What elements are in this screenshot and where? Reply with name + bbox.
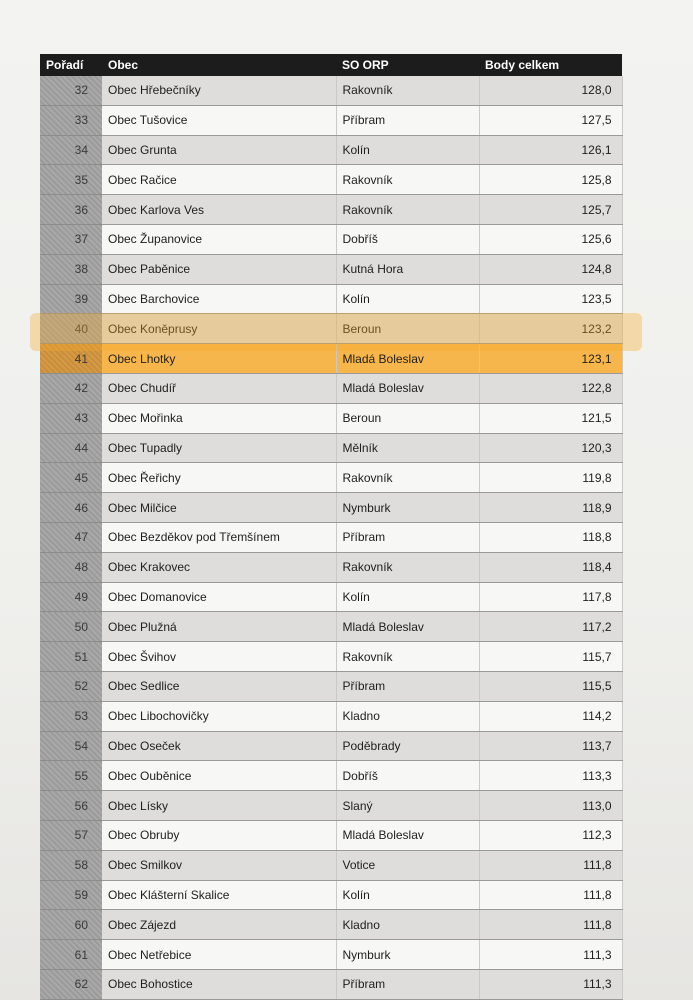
orp-cell: Votice [336, 850, 479, 880]
rank-cell: 42 [40, 373, 102, 403]
orp-cell: Nymburk [336, 940, 479, 970]
municipality-cell: Obec Zájezd [102, 910, 336, 940]
header-orp: SO ORP [336, 54, 479, 76]
rank-cell: 40 [40, 314, 102, 344]
table-row [40, 135, 622, 165]
orp-cell: Poděbrady [336, 731, 479, 761]
points-cell: 111,3 [479, 969, 622, 999]
header-municipality: Obec [102, 54, 336, 76]
orp-cell: Rakovník [336, 165, 479, 195]
table-row [40, 552, 622, 582]
orp-cell: Kolín [336, 135, 479, 165]
municipality-cell: Obec Oseček [102, 731, 336, 761]
rank-cell: 37 [40, 224, 102, 254]
orp-cell: Mladá Boleslav [336, 373, 479, 403]
table-row [40, 761, 622, 791]
rank-cell: 54 [40, 731, 102, 761]
table-row [40, 910, 622, 940]
municipality-cell: Obec Netřebice [102, 940, 336, 970]
table-row [40, 105, 622, 135]
municipality-cell: Obec Bohostice [102, 969, 336, 999]
ranking-table [40, 54, 623, 1000]
orp-cell: Rakovník [336, 552, 479, 582]
table-row [40, 820, 622, 850]
rank-cell: 36 [40, 195, 102, 225]
table-row [40, 493, 622, 523]
municipality-cell: Obec Řeřichy [102, 463, 336, 493]
table-row [40, 344, 622, 374]
orp-cell: Kolín [336, 880, 479, 910]
rank-cell: 39 [40, 284, 102, 314]
points-cell: 113,7 [479, 731, 622, 761]
orp-cell: Rakovník [336, 76, 479, 105]
points-cell: 111,8 [479, 850, 622, 880]
table-row [40, 850, 622, 880]
orp-cell: Rakovník [336, 642, 479, 672]
rank-cell: 38 [40, 254, 102, 284]
municipality-cell: Obec Županovice [102, 224, 336, 254]
rank-cell: 48 [40, 552, 102, 582]
municipality-cell: Obec Plužná [102, 612, 336, 642]
orp-cell: Mladá Boleslav [336, 820, 479, 850]
table-row [40, 463, 622, 493]
orp-cell: Příbram [336, 522, 479, 552]
orp-cell: Mladá Boleslav [336, 344, 479, 374]
rank-cell: 49 [40, 582, 102, 612]
table-row [40, 671, 622, 701]
orp-cell: Dobříš [336, 224, 479, 254]
orp-cell: Dobříš [336, 761, 479, 791]
rank-cell: 45 [40, 463, 102, 493]
rank-cell: 58 [40, 850, 102, 880]
rank-cell: 34 [40, 135, 102, 165]
rank-cell: 51 [40, 642, 102, 672]
rank-cell: 44 [40, 433, 102, 463]
rank-cell: 41 [40, 344, 102, 374]
points-cell: 115,7 [479, 642, 622, 672]
table-row [40, 403, 622, 433]
points-cell: 123,1 [479, 344, 622, 374]
rank-cell: 43 [40, 403, 102, 433]
table-row [40, 969, 622, 999]
municipality-cell: Obec Lhotky [102, 344, 336, 374]
municipality-cell: Obec Domanovice [102, 582, 336, 612]
rank-cell: 33 [40, 105, 102, 135]
municipality-cell: Obec Libochovičky [102, 701, 336, 731]
municipality-cell: Obec Karlova Ves [102, 195, 336, 225]
table-row [40, 701, 622, 731]
municipality-cell: Obec Švihov [102, 642, 336, 672]
municipality-cell: Obec Paběnice [102, 254, 336, 284]
rank-cell: 60 [40, 910, 102, 940]
municipality-cell: Obec Grunta [102, 135, 336, 165]
municipality-cell: Obec Tupadly [102, 433, 336, 463]
table-row [40, 642, 622, 672]
rank-cell: 57 [40, 820, 102, 850]
municipality-cell: Obec Ouběnice [102, 761, 336, 791]
orp-cell: Rakovník [336, 463, 479, 493]
points-cell: 112,3 [479, 820, 622, 850]
orp-cell: Mladá Boleslav [336, 612, 479, 642]
rank-cell: 62 [40, 969, 102, 999]
table-row [40, 195, 622, 225]
table-row [40, 284, 622, 314]
header-total-points: Body celkem [479, 54, 622, 76]
municipality-cell: Obec Milčice [102, 493, 336, 523]
municipality-cell: Obec Lísky [102, 791, 336, 821]
points-cell: 115,5 [479, 671, 622, 701]
points-cell: 114,2 [479, 701, 622, 731]
orp-cell: Kolín [336, 582, 479, 612]
points-cell: 127,5 [479, 105, 622, 135]
points-cell: 124,8 [479, 254, 622, 284]
table-row [40, 433, 622, 463]
municipality-cell: Obec Smilkov [102, 850, 336, 880]
rank-cell: 56 [40, 791, 102, 821]
table-body [40, 76, 622, 999]
table-row [40, 165, 622, 195]
orp-cell: Beroun [336, 403, 479, 433]
orp-cell: Kladno [336, 701, 479, 731]
orp-cell: Kutná Hora [336, 254, 479, 284]
points-cell: 125,8 [479, 165, 622, 195]
table-row [40, 791, 622, 821]
orp-cell: Mělník [336, 433, 479, 463]
municipality-cell: Obec Tušovice [102, 105, 336, 135]
municipality-cell: Obec Račice [102, 165, 336, 195]
municipality-cell: Obec Obruby [102, 820, 336, 850]
rank-cell: 55 [40, 761, 102, 791]
points-cell: 111,3 [479, 940, 622, 970]
municipality-cell: Obec Koněprusy [102, 314, 336, 344]
points-cell: 121,5 [479, 403, 622, 433]
points-cell: 122,8 [479, 373, 622, 403]
points-cell: 128,0 [479, 76, 622, 105]
table-row [40, 373, 622, 403]
table-row [40, 582, 622, 612]
points-cell: 118,8 [479, 522, 622, 552]
rank-cell: 47 [40, 522, 102, 552]
table-row [40, 731, 622, 761]
rank-cell: 32 [40, 76, 102, 105]
municipality-cell: Obec Chudíř [102, 373, 336, 403]
rank-cell: 61 [40, 940, 102, 970]
orp-cell: Slaný [336, 791, 479, 821]
table-row [40, 880, 622, 910]
municipality-cell: Obec Mořinka [102, 403, 336, 433]
rank-cell: 59 [40, 880, 102, 910]
table-row [40, 612, 622, 642]
points-cell: 119,8 [479, 463, 622, 493]
points-cell: 118,4 [479, 552, 622, 582]
table-row [40, 314, 622, 344]
rank-cell: 53 [40, 701, 102, 731]
table-row [40, 940, 622, 970]
table-header-row [40, 54, 622, 76]
table-row [40, 76, 622, 105]
municipality-cell: Obec Sedlice [102, 671, 336, 701]
points-cell: 111,8 [479, 880, 622, 910]
orp-cell: Kolín [336, 284, 479, 314]
municipality-cell: Obec Klášterní Skalice [102, 880, 336, 910]
points-cell: 111,8 [479, 910, 622, 940]
municipality-cell: Obec Bezděkov pod Třemšínem [102, 522, 336, 552]
municipality-cell: Obec Barchovice [102, 284, 336, 314]
rank-cell: 35 [40, 165, 102, 195]
points-cell: 125,6 [479, 224, 622, 254]
points-cell: 117,8 [479, 582, 622, 612]
points-cell: 118,9 [479, 493, 622, 523]
orp-cell: Příbram [336, 969, 479, 999]
points-cell: 123,2 [479, 314, 622, 344]
municipality-cell: Obec Krakovec [102, 552, 336, 582]
rank-cell: 46 [40, 493, 102, 523]
rank-cell: 52 [40, 671, 102, 701]
header-rank: Pořadí [40, 54, 102, 76]
table-row [40, 522, 622, 552]
table-row [40, 254, 622, 284]
rank-cell: 50 [40, 612, 102, 642]
orp-cell: Nymburk [336, 493, 479, 523]
points-cell: 123,5 [479, 284, 622, 314]
orp-cell: Kladno [336, 910, 479, 940]
points-cell: 120,3 [479, 433, 622, 463]
points-cell: 125,7 [479, 195, 622, 225]
points-cell: 117,2 [479, 612, 622, 642]
orp-cell: Beroun [336, 314, 479, 344]
points-cell: 113,0 [479, 791, 622, 821]
orp-cell: Příbram [336, 671, 479, 701]
orp-cell: Příbram [336, 105, 479, 135]
table-row [40, 224, 622, 254]
points-cell: 126,1 [479, 135, 622, 165]
orp-cell: Rakovník [336, 195, 479, 225]
municipality-cell: Obec Hřebečníky [102, 76, 336, 105]
points-cell: 113,3 [479, 761, 622, 791]
